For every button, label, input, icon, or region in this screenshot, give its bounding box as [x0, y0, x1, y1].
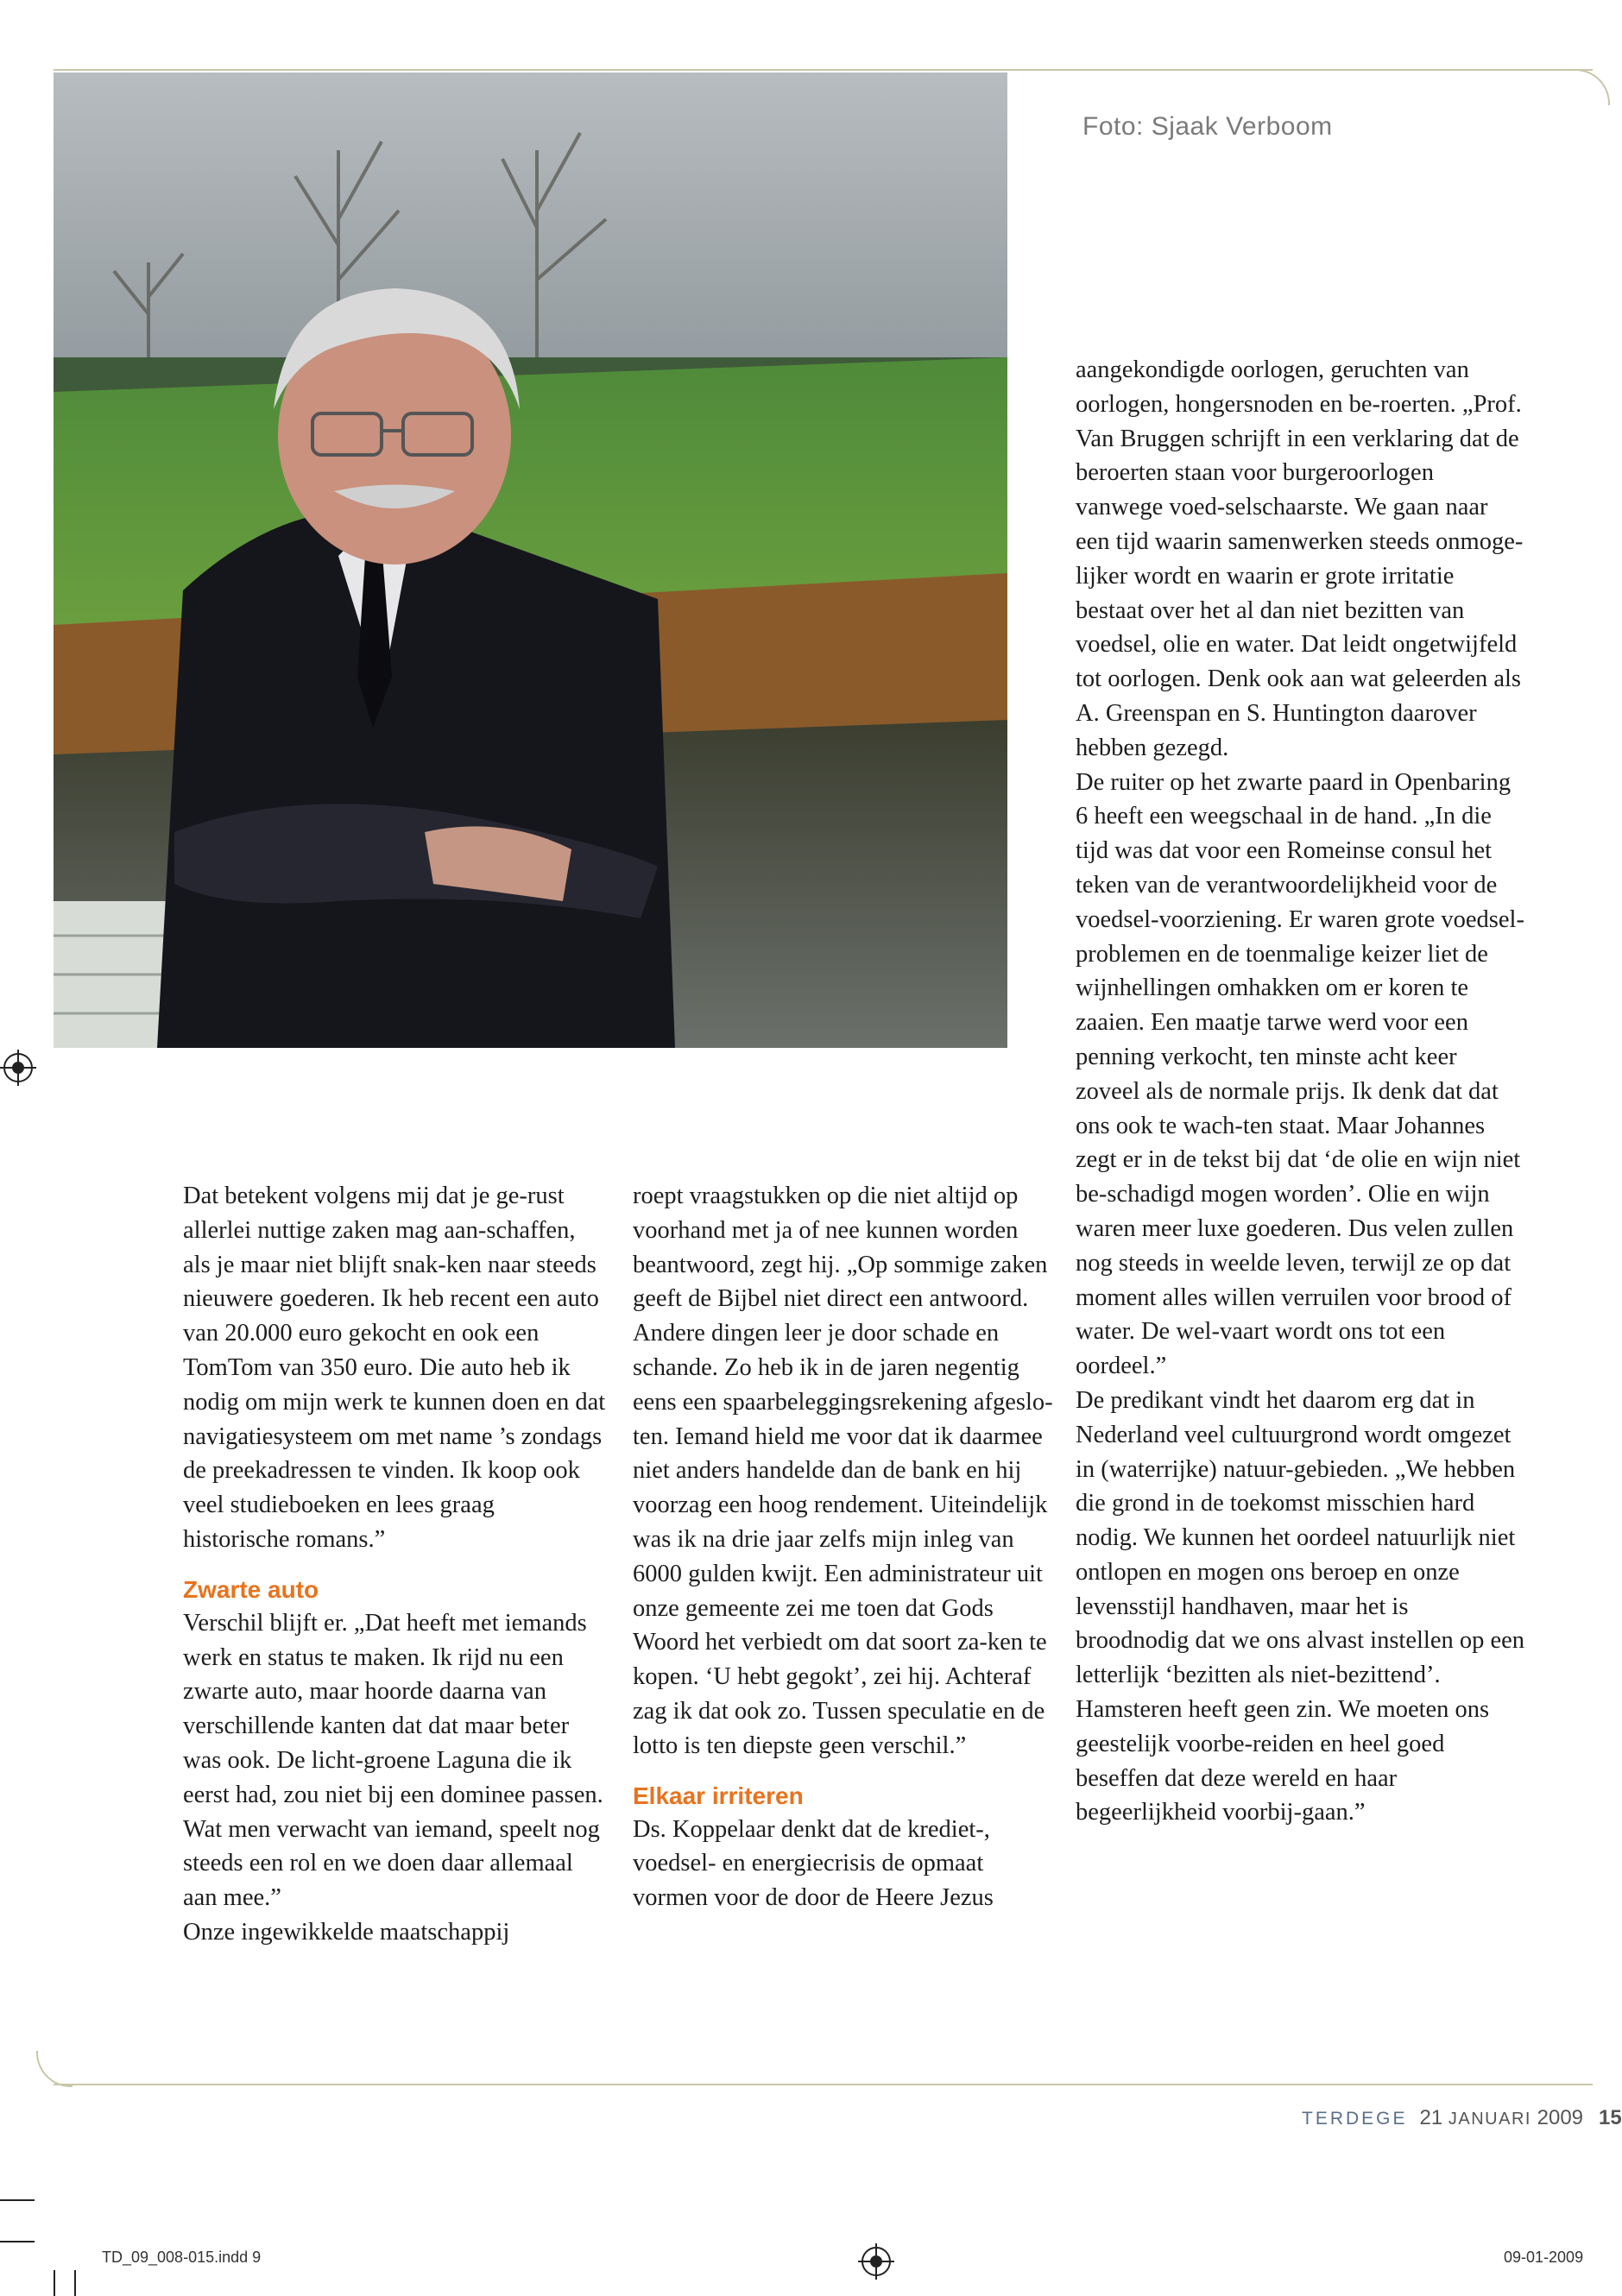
crop-mark — [0, 2199, 35, 2201]
subheading-elkaar-irriteren: Elkaar irriteren — [633, 1782, 804, 1809]
page-footer — [1302, 2106, 1622, 2130]
paragraph: Verschil blijft er. „Dat heeft met iemands werk en status te maken. Ik rijd nu een zwarte auto, maar hoorde daarna van verschillende kanten dat dat maar beter was ook. De licht-groene Laguna die ik eerst had, zou niet bij een dominee passen. Wat men verwacht van iemand, speelt nog steeds een rol en we doen daar allemaal aan mee.” — [183, 1609, 603, 1912]
issue-day: 21 — [1419, 2106, 1443, 2129]
paragraph: Onze ingewikkelde maatschappij — [183, 1918, 510, 1946]
magazine-name: TERDEGE — [1302, 2109, 1408, 2129]
issue-month: JANUARI — [1448, 2110, 1531, 2129]
paragraph: Dat betekent volgens mij dat je ge-rust allerlei nuttige zaken mag aan-schaffen, als je maar niet blijft snak-ken naar steeds nieuwere goederen. Ik heb recent een auto van 20.000 euro gekocht en ook een TomTom van 350 euro. Die auto heb ik nodig om mijn werk te kunnen doen en dat navigatiesysteem om met name ’s zondags de preekadressen te vinden. Ik koop ook veel studieboeken en lees graag historische romans.” — [183, 1183, 606, 1553]
registration-mark-icon — [861, 2247, 891, 2276]
paragraph: De ruiter op het zwarte paard in Openbaring 6 heeft een weegschaal in de hand. „In die tijd was dat voor een Romeinse consul het teken van de verantwoordelijkheid voor de voedsel-voorziening. Er waren grote voedsel-problemen en de toenmalige keizer liet de wijnhellingen omhakken om er koren te zaaien. Een maatje tarwe werd voor een penning verkocht, ten minste acht keer zoveel als de normale prijs. Ik denk dat dat ons ook te wach-ten staat. Maar Johannes zegt er in de tekst bij dat ‘de olie en wijn niet be-schadigd mogen worden’. Olie en wijn waren meer luxe goederen. Dus velen zullen nog steeds in weelde leven, terwijl ze op dat moment alles willen verruilen voor brood of water. De wel-vaart wordt ons tot een oordeel.” — [1076, 768, 1524, 1380]
subheading-zwarte-auto: Zwarte auto — [183, 1575, 319, 1603]
article-column-3 — [1076, 353, 1524, 1830]
page-number: 15 — [1599, 2106, 1622, 2129]
issue-year: 2009 — [1537, 2106, 1584, 2129]
article-column-1 — [183, 1179, 606, 1950]
top-rule — [54, 69, 1593, 71]
photo-illustration — [54, 73, 1007, 1048]
registration-mark-icon — [3, 1053, 33, 1082]
slug-filename: TD_09_008-015.indd 9 — [102, 2249, 262, 2266]
crop-mark — [74, 2270, 76, 2296]
article-column-2 — [633, 1179, 1056, 1915]
crop-mark — [54, 2270, 55, 2296]
slug-date: 09-01-2009 — [1504, 2249, 1584, 2266]
paragraph: De predikant vindt het daarom erg dat in Nederland veel cultuurgrond wordt omgezet in (waterrijke) natuur-gebieden. „We hebben die grond in de toekomst misschien hard nodig. We kunnen het oordeel natuurlijk niet ontlopen en mogen ons beroep en onze levensstijl handhaven, maar het is broodnodig dat we ons alvast instellen op een letterlijk ‘bezitten als niet-bezittend’. Hamsteren heeft geen zin. We moeten ons geestelijk voorbe-reiden en heel goed beseffen dat deze wereld en haar begeerlijkheid voorbij-gaan.” — [1076, 1386, 1525, 1826]
paragraph: Ds. Koppelaar denkt dat de krediet-, voedsel- en energiecrisis de opmaat vormen voor de door de Heere Jezus — [633, 1815, 994, 1912]
crop-mark — [0, 2241, 35, 2242]
paragraph: aangekondigde oorlogen, geruchten van oorlogen, hongersnoden en be-roerten. „Prof. Van Bruggen schrijft in een verklaring dat de beroerten staan voor burgeroorlogen vanwege voed-selschaarste. We gaan naar een tijd waarin samenwerken steeds onmoge-lijker wordt en waarin er grote irritatie bestaat over het al dan niet bezitten van voedsel, olie en water. Dat leidt ongetwijfeld tot oorlogen. Denk ook aan wat geleerden als A. Greenspan en S. Huntington daarover hebben gezegd. — [1076, 356, 1524, 761]
portrait-photo — [54, 73, 1007, 1048]
paragraph: roept vraagstukken op die niet altijd op voorhand met ja of nee kunnen worden beantwoord, zegt hij. „Op sommige zaken geeft de Bijbel niet direct een antwoord. Andere dingen leer je door schade en schande. Zo heb ik in de jaren negentig eens een spaarbeleggingsrekening afgeslo-ten. Iemand hield me voor dat ik daarmee niet anders handelde dan de bank en hij voorzag een hoog rendement. Uiteindelijk was ik na drie jaar zelfs mijn inleg van 6000 gulden kwijt. Een administrateur uit onze gemeente zei me toen dat Gods Woord het verbiedt om dat soort za-ken te kopen. ‘U hebt gegokt’, zei hij. Achteraf zag ik dat ook zo. Tussen speculatie en de lotto is ten diepste geen verschil.” — [633, 1183, 1053, 1759]
photo-credit: Foto: Sjaak Verboom — [1082, 112, 1333, 141]
bottom-rule — [54, 2084, 1593, 2085]
